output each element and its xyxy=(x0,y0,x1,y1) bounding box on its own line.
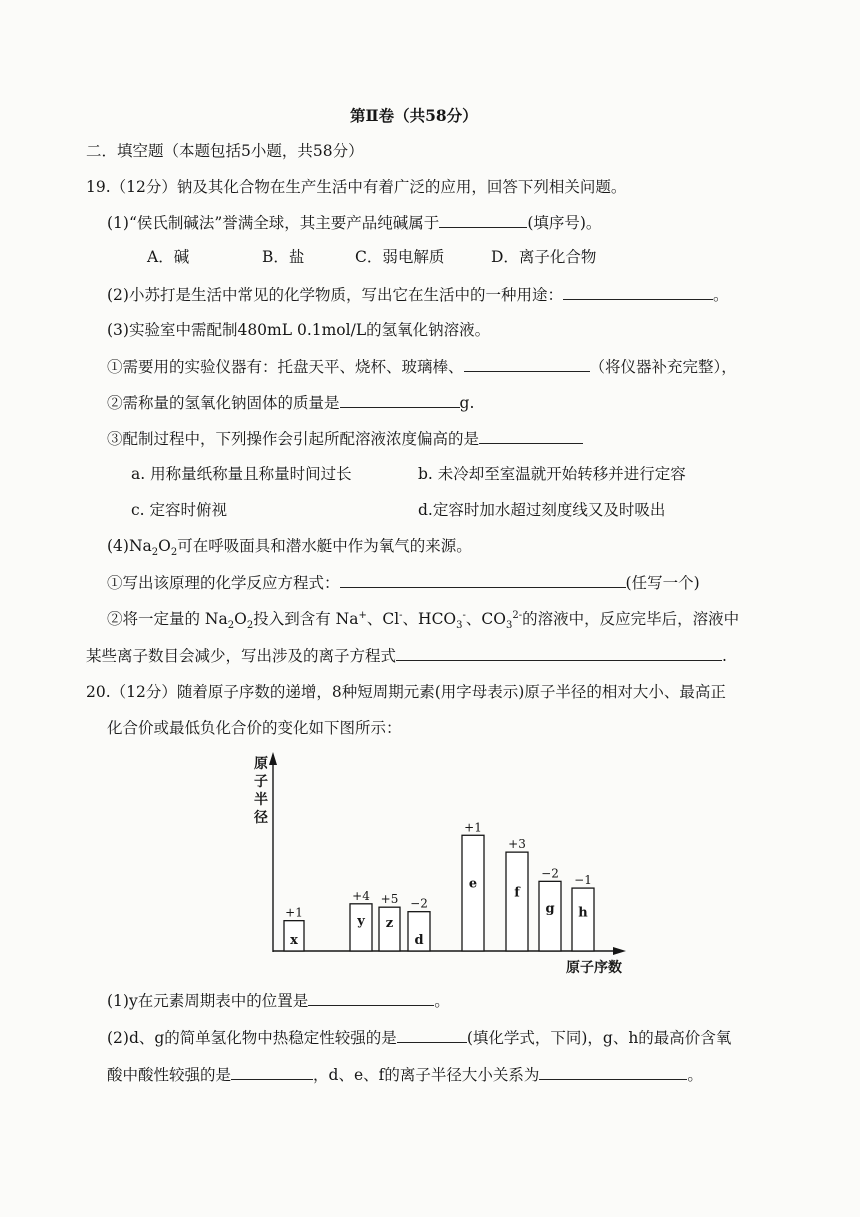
x-axis-label: 原子序数 xyxy=(566,960,622,976)
q19-part3-q1: ①需要用的实验仪器有：托盘天平、烧杯、玻璃棒、 （将仪器补充完整）， xyxy=(107,358,737,376)
bar-label-x: x xyxy=(290,933,298,948)
q19-part3-option-d: d.定容时加水超过刻度线又及时吸出 xyxy=(418,501,666,519)
q19-part2: (2)小苏打是生活中常见的化学物质，写出它在生活中的一种用途： 。 xyxy=(107,286,729,304)
valence-label-z: +5 xyxy=(380,892,399,907)
q19-part4-q1: ①写出该原理的化学反应方程式： (任写一个) xyxy=(107,574,700,592)
y-axis-label-char: 子 xyxy=(254,774,268,790)
valence-label-g: −2 xyxy=(541,866,559,881)
valence-label-e: +1 xyxy=(464,820,482,835)
y-axis-label xyxy=(253,755,268,826)
bar-label-h: h xyxy=(578,905,588,921)
bar-label-y: y xyxy=(357,914,365,930)
q19-part4-q2-line2: 某些离子数目会减少，写出涉及的离子方程式 . xyxy=(86,647,727,665)
y-axis-arrow-icon xyxy=(269,752,277,765)
answer-blank[interactable] xyxy=(397,1027,467,1043)
q19-part4-q2: ②将一定量的 $Na_2O_2$投入到含有 Na+、Cl-、$HCO_3^-$、$CO_3^{2-}$的溶液中，反应完毕后，溶液中 xyxy=(107,609,740,632)
q19-part3-option-b: b. 未冷却至室温就开始转移并进行定容 xyxy=(418,465,686,483)
x-axis-arrow-icon xyxy=(613,947,626,955)
bar-label-d: d xyxy=(414,933,424,948)
answer-blank[interactable] xyxy=(539,1064,687,1080)
q20-part2-line2: 酸中酸性较强的是 ，d、e、f的离子半径大小关系为 。 xyxy=(107,1066,703,1084)
bar-e xyxy=(462,835,484,951)
q19-part3-q3: ③配制过程中，下列操作会引起所配溶液浓度偏高的是 xyxy=(107,428,583,449)
answer-blank[interactable] xyxy=(231,1064,313,1080)
q19-intro: 19.（12分）钠及其化合物在生产生活中有着广泛的应用，回答下列相关问题。 xyxy=(86,178,627,196)
valence-label-x: +1 xyxy=(285,905,303,920)
q20-part1: (1)y在元素周期表中的位置是 。 xyxy=(107,992,450,1010)
valence-label-d: −2 xyxy=(410,896,428,911)
q19-part3-option-a: a. 用称量纸称量且称量时间过长 xyxy=(131,465,352,483)
q19-part1-option-a: A．碱 xyxy=(147,248,190,266)
q19-part3-intro: (3)实验室中需配制480mL 0.1mol/L的氢氧化钠溶液。 xyxy=(107,321,491,339)
q19-part3-option-c: c. 定容时俯视 xyxy=(131,501,228,519)
part-heading: 二．填空题（本题包括5小题，共58分） xyxy=(86,142,364,160)
valence-label-f: +3 xyxy=(508,837,526,852)
bar-label-e: e xyxy=(468,876,478,892)
q19-part3-q2: ②需称量的氢氧化钠固体的质量是 g. xyxy=(107,394,475,412)
q19-part1-option-b: B．盐 xyxy=(262,248,305,266)
q19-part1-option-c: C．弱电解质 xyxy=(355,248,445,266)
valence-label-h: −1 xyxy=(574,873,592,888)
bars xyxy=(284,820,594,951)
q19-part1-option-d: D．离子化合物 xyxy=(491,248,597,266)
bar-label-f: f xyxy=(514,885,520,901)
valence-label-y: +4 xyxy=(352,888,370,903)
bar-f xyxy=(506,852,528,951)
y-axis-label-char: 原 xyxy=(254,756,268,772)
q20-intro-line1: 20.（12分）随着原子序数的递增，8种短周期元素(用字母表示)原子半径的相对大小、最高正 xyxy=(86,683,726,701)
y-axis-label-char: 径 xyxy=(254,810,268,826)
section-title: 第Ⅱ卷（共58分） xyxy=(350,106,478,125)
q19-part1: (1)“侯氏制碱法”誉满全球，其主要产品纯碱属于 (填序号)。 xyxy=(107,214,602,232)
bar-label-z: z xyxy=(385,915,394,931)
y-axis-label-char: 半 xyxy=(254,792,268,808)
bar-label-g: g xyxy=(545,901,555,917)
q20-part2-line1: (2)d、g的简单氢化物中热稳定性较强的是 (填化学式，下同)，g、h的最高价含氧 xyxy=(107,1029,732,1047)
q19-part4-intro: $(4)Na_2O_2$可在呼吸面具和潜水艇中作为氧气的来源。 xyxy=(107,537,472,559)
answer-blank[interactable] xyxy=(308,990,434,1006)
q20-intro-line2: 化合价或最低负化合价的变化如下图所示： xyxy=(107,719,402,737)
